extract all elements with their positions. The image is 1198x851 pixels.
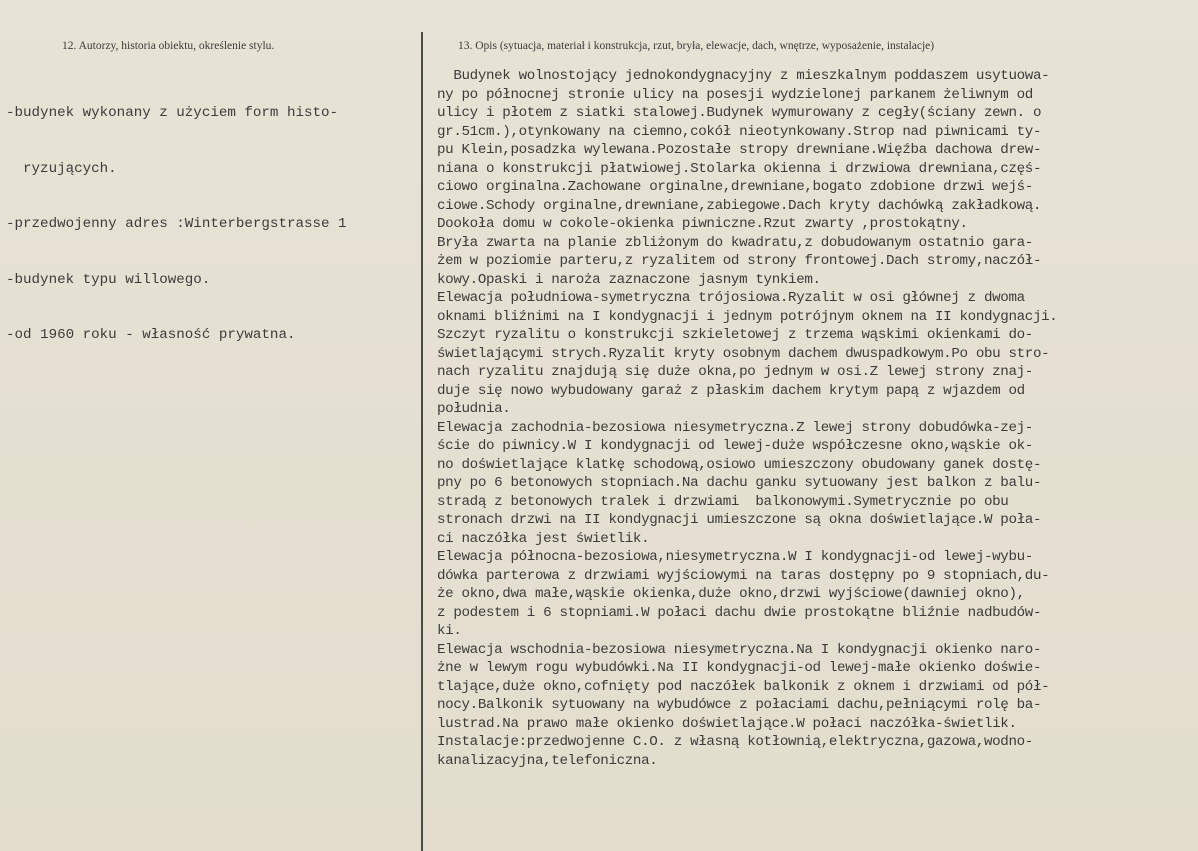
- text-line: ki.: [437, 623, 462, 639]
- text-line: Elewacja zachodnia-bezosiowa niesymetryczna.Z lewej strony dobudówka-zej-: [437, 419, 1033, 436]
- text-line: ciowo orginalna.Zachowane orginalne,drewniane,bogato zdobione drzwi wejś-: [437, 179, 1033, 195]
- text-line: no doświetlające klatkę schodową,osiowo umieszczony obudowany ganek dostę-: [437, 456, 1042, 473]
- text-line: niana o konstrukcji płatwiowej.Stolarka okienna i drzwiowa drewniana,częś-: [437, 160, 1042, 177]
- text-line: Elewacja północna-bezosiowa,niesymetryczna.W I kondygnacji-od lewej-wybu-: [437, 549, 1033, 565]
- column-divider: [421, 32, 423, 851]
- text-line: kowy.Opaski i naroża zaznaczone jasnym tynkiem.: [437, 271, 821, 288]
- text-line: kanalizacyjna,telefoniczna.: [437, 752, 658, 769]
- text-line: ryzujących.: [6, 160, 117, 177]
- text-line: żem w poziomie parteru,z ryzalitem od strony frontowej.Dach stromy,naczół-: [437, 253, 1042, 269]
- text-line: świetlającymi strych.Ryzalit kryty osobnym dachem dwuspadkowym.Po obu stro-: [437, 345, 1050, 362]
- section-13-heading: 13. Opis (sytuacja, materiał i konstrukcja, rzut, bryła, elewacje, dach, wnętrze, wyposażenie, instalacje): [458, 40, 935, 52]
- text-line: tlające,duże okno,cofnięty pod naczółek balkonik z oknem i drzwiami od pół-: [437, 678, 1050, 695]
- text-line: ci naczółka jest świetlik.: [437, 530, 650, 547]
- text-line: Elewacja południowa-symetryczna trójosiowa.Ryzalit w osi głównej z dwoma: [437, 290, 1025, 306]
- text-line: Budynek wolnostojący jednokondygnacyjny z mieszkalnym poddaszem usytuowa-: [437, 68, 1050, 84]
- section-12-text: [6, 67, 347, 382]
- text-line: Bryła zwarta na planie zbliżonym do kwadratu,z dobudowanym ostatnio gara-: [437, 234, 1033, 251]
- text-line: duje się nowo wybudowany garaż z płaskim dachem krytym papą z wjazdem od: [437, 382, 1025, 399]
- text-line: oknami bliźnimi na I kondygnacji i jednym potrójnym oknem na II kondygnacji.: [437, 308, 1058, 325]
- text-line: -budynek typu willowego.: [6, 271, 211, 288]
- text-line: południa.: [437, 401, 511, 417]
- text-line: stronach drzwi na II kondygnacji umieszczone są okna doświetlające.W poła-: [437, 512, 1042, 528]
- section-13-text: [437, 67, 1057, 770]
- section-12-heading: 12. Autorzy, historia obiektu, określenie stylu.: [62, 40, 275, 52]
- text-line: żne w lewym rogu wybudówki.Na II kondygnacji-od lewej-małe okienko doświe-: [437, 660, 1042, 676]
- text-line: Elewacja wschodnia-bezosiowa niesymetryczna.Na I kondygnacji okienko naro-: [437, 641, 1042, 658]
- text-line: dówka parterowa z drzwiami wyjściowymi na taras dostępny po 9 stopniach,du-: [437, 567, 1050, 584]
- text-line: ciowe.Schody orginalne,drewniane,zabiegowe.Dach kryty dachówką zakładkową.: [437, 197, 1042, 214]
- text-line: nach ryzalitu znajdują się duże okna,po jednym w osi.Z lewej strony znaj-: [437, 364, 1033, 380]
- text-line: z podestem i 6 stopniami.W połaci dachu dwie prostokątne bliźnie nadbudów-: [437, 604, 1042, 621]
- text-line: -przedwojenny adres :Winterbergstrasse 1: [6, 216, 347, 232]
- text-line: że okno,dwa małe,wąskie okienka,duże okno,drzwi wyjściowe(dawniej okno),: [437, 586, 1025, 602]
- text-line: Szczyt ryzalitu o konstrukcji szkieletowej z trzema wąskimi okienkami do-: [437, 327, 1033, 343]
- text-line: pny po 6 betonowych stopniach.Na dachu ganku sytuowany jest balkon z balu-: [437, 475, 1042, 491]
- text-line: -od 1960 roku - własność prywatna.: [6, 327, 296, 343]
- text-line: pu Klein,posadzka wylewana.Pozostałe stropy drewniane.Więźba dachowa drew-: [437, 142, 1042, 158]
- text-line: stradą z betonowych tralek i drzwiami balkonowymi.Symetrycznie po obu: [437, 493, 1009, 510]
- text-line: ście do piwnicy.W I kondygnacji od lewej-duże współczesne okno,wąskie ok-: [437, 438, 1033, 454]
- text-line: -budynek wykonany z użyciem form histo-: [6, 105, 339, 121]
- text-line: gr.51cm.),otynkowany na ciemno,cokół nieotynkowany.Strop nad piwnicami ty-: [437, 123, 1042, 140]
- text-line: nocy.Balkonik sytuowany na wybudówce z połaciami dachu,pełniącymi rolę ba-: [437, 697, 1042, 713]
- text-line: ulicy i płotem z siatki stalowej.Budynek wymurowany z cegły(ściany zewn. o: [437, 105, 1042, 121]
- text-line: ny po północnej stronie ulicy na posesji wydzielonej parkanem żeliwnym od: [437, 86, 1033, 103]
- text-line: Dookoła domu w cokole-okienka piwniczne.Rzut zwarty ,prostokątny.: [437, 216, 968, 232]
- text-line: Instalacje:przedwojenne C.O. z własną kotłownią,elektryczna,gazowa,wodno-: [437, 734, 1033, 750]
- text-line: lustrad.Na prawo małe okienko doświetlające.W połaci naczółka-świetlik.: [437, 715, 1017, 732]
